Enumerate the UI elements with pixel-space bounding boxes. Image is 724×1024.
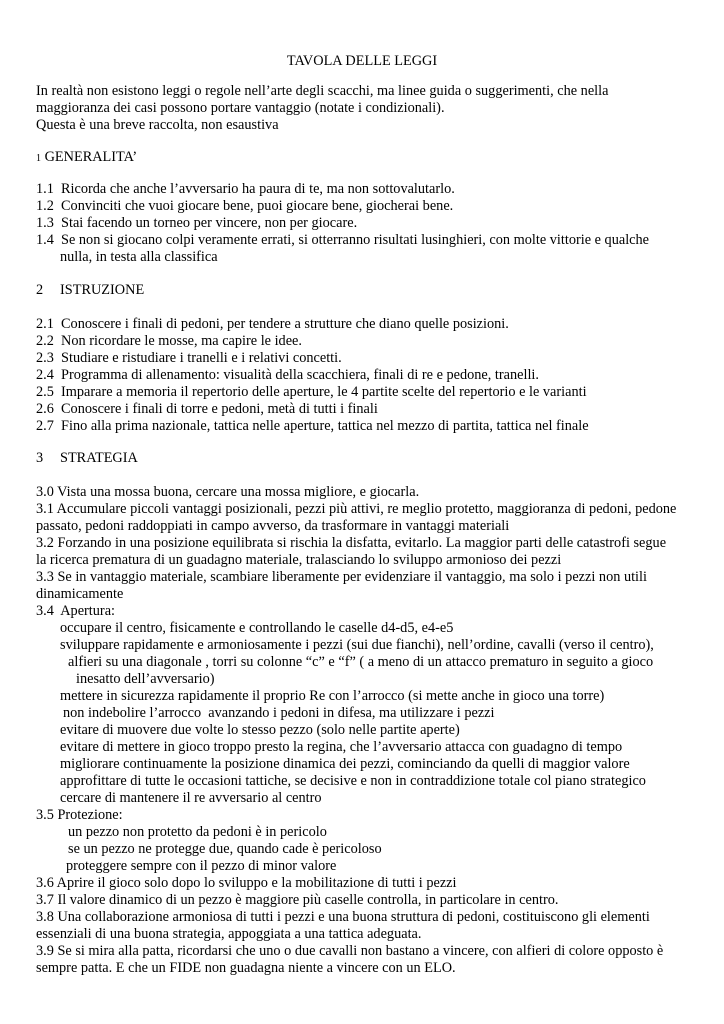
sub-item: sviluppare rapidamente e armoniosamente i pezzi (sui due fianchi), nell’ordine, cavalli (verso il centro), (60, 637, 654, 653)
section-number: 2 (36, 282, 44, 298)
sub-item: evitare di mettere in gioco troppo presto la regina, che l’avversario attacca con guadagno di tempo (60, 739, 623, 755)
page-title: TAVOLA DELLE LEGGI (286, 53, 438, 69)
section-title: ISTRUZIONE (60, 282, 145, 298)
intro-line: In realtà non esistono leggi o regole nell’arte degli scacchi, ma linee guida o suggerimenti, che nella (36, 83, 609, 99)
list-item: 1.1 Ricorda che anche l’avversario ha paura di te, ma non sottovalutarlo. (36, 181, 455, 197)
sub-item: non indebolire l’arrocco avanzando i pedoni in difesa, ma utilizzare i pezzi (63, 705, 495, 721)
list-item-continuation: sempre patta. E che un FIDE non guadagna niente a vincere con un ELO. (36, 960, 456, 976)
list-item: 3.6 Aprire il gioco solo dopo lo sviluppo e la mobilitazione di tutti i pezzi (36, 875, 457, 891)
section-heading (36, 282, 145, 299)
sub-item: mettere in sicurezza rapidamente il proprio Re con l’arrocco (si mette anche in gioco una torre) (60, 688, 605, 704)
list-item-continuation: nulla, in testa alla classifica (60, 249, 218, 265)
list-item: 3.7 Il valore dinamico di un pezzo è maggiore più caselle controlla, in particolare in centro. (36, 892, 559, 908)
intro-line: maggioranza dei casi possono portare vantaggio (notate i condizionali). (36, 100, 445, 116)
sub-item: occupare il centro, fisicamente e controllando le caselle d4-d5, e4-e5 (60, 620, 454, 636)
sub-item: proteggere sempre con il pezzo di minor valore (66, 858, 337, 874)
section-heading (36, 450, 138, 467)
sub-item: se un pezzo ne protegge due, quando cade è pericoloso (68, 841, 382, 857)
list-item: 2.4 Programma di allenamento: visualità della scacchiera, finali di re e pedone, tranelli. (36, 367, 539, 383)
intro-line: Questa è una breve raccolta, non esaustiva (36, 117, 279, 133)
list-item: 2.7 Fino alla prima nazionale, tattica nelle aperture, tattica nel mezzo di partita, tattica nel finale (36, 418, 589, 434)
list-item-continuation: dinamicamente (36, 586, 124, 602)
section-heading (36, 149, 137, 167)
list-item: 2.5 Imparare a memoria il repertorio delle aperture, le 4 partite scelte del repertorio e le varianti (36, 384, 587, 400)
sub-item: migliorare continuamente la posizione dinamica dei pezzi, cominciando da quelli di maggior valore (60, 756, 630, 772)
list-item: 3.9 Se si mira alla patta, ricordarsi che uno o due cavalli non bastano a vincere, con alfieri di colore opposto è (36, 943, 664, 959)
list-item: 3.2 Forzando in una posizione equilibrata si rischia la disfatta, evitarlo. La maggior parti delle catastrofi segue (36, 535, 667, 551)
section-title: STRATEGIA (60, 450, 138, 466)
list-item-continuation: la ricerca prematura di un guadagno materiale, tralasciando lo sviluppo armonioso dei pezzi (36, 552, 562, 568)
list-item: 3.8 Una collaborazione armoniosa di tutti i pezzi e una buona struttura di pedoni, costituiscono gli elementi (36, 909, 650, 925)
list-item: 2.3 Studiare e ristudiare i tranelli e i relativi concetti. (36, 350, 342, 366)
sub-item: evitare di muovere due volte lo stesso pezzo (solo nelle partite aperte) (60, 722, 460, 738)
sub-item: cercare di mantenere il re avversario al centro (60, 790, 322, 806)
list-item: 3.4 Apertura: (36, 603, 116, 619)
list-item-continuation: passato, pedoni raddoppiati in campo avverso, da trasformare in vantaggi materiali (36, 518, 510, 534)
list-item: 3.3 Se in vantaggio materiale, scambiare liberamente per evidenziare il vantaggio, ma solo i pezzi non utili (36, 569, 647, 585)
section-number: 3 (36, 450, 44, 466)
list-item: 1.3 Stai facendo un torneo per vincere, non per giocare. (36, 215, 358, 231)
list-item: 2.2 Non ricordare le mosse, ma capire le idee. (36, 333, 302, 349)
list-item: 3.1 Accumulare piccoli vantaggi posizionali, pezzi più attivi, re meglio protetto, maggioranza di pedoni, pedone (36, 501, 677, 517)
section-title: GENERALITA’ (44, 149, 138, 165)
list-item: 2.6 Conoscere i finali di torre e pedoni, metà di tutti i finali (36, 401, 378, 417)
sub-item: approfittare di tutte le occasioni tattiche, se decisive e non in contraddizione totale col piano strategico (60, 773, 646, 789)
list-item: 3.0 Vista una mossa buona, cercare una mossa migliore, e giocarla. (36, 484, 420, 500)
section-number: 1 (36, 153, 41, 164)
list-item: 1.2 Convinciti che vuoi giocare bene, puoi giocare bene, giocherai bene. (36, 198, 454, 214)
list-item-continuation: essenziali di una buona strategia, appoggiata a una tattica adeguata. (36, 926, 422, 942)
list-item: 1.4 Se non si giocano colpi veramente errati, si otterranno risultati lusinghieri, con molte vittorie e qualche (36, 232, 650, 248)
sub-item-continuation: inesatto dell’avversario) (76, 671, 215, 687)
sub-item: un pezzo non protetto da pedoni è in pericolo (68, 824, 327, 840)
list-item: 2.1 Conoscere i finali di pedoni, per tendere a strutture che diano quelle posizioni. (36, 316, 509, 332)
list-item: 3.5 Protezione: (36, 807, 123, 823)
sub-item-continuation: alfieri su una diagonale , torri su colonne “c” e “f” ( a meno di un attacco prematuro in seguito a gioco (68, 654, 654, 670)
